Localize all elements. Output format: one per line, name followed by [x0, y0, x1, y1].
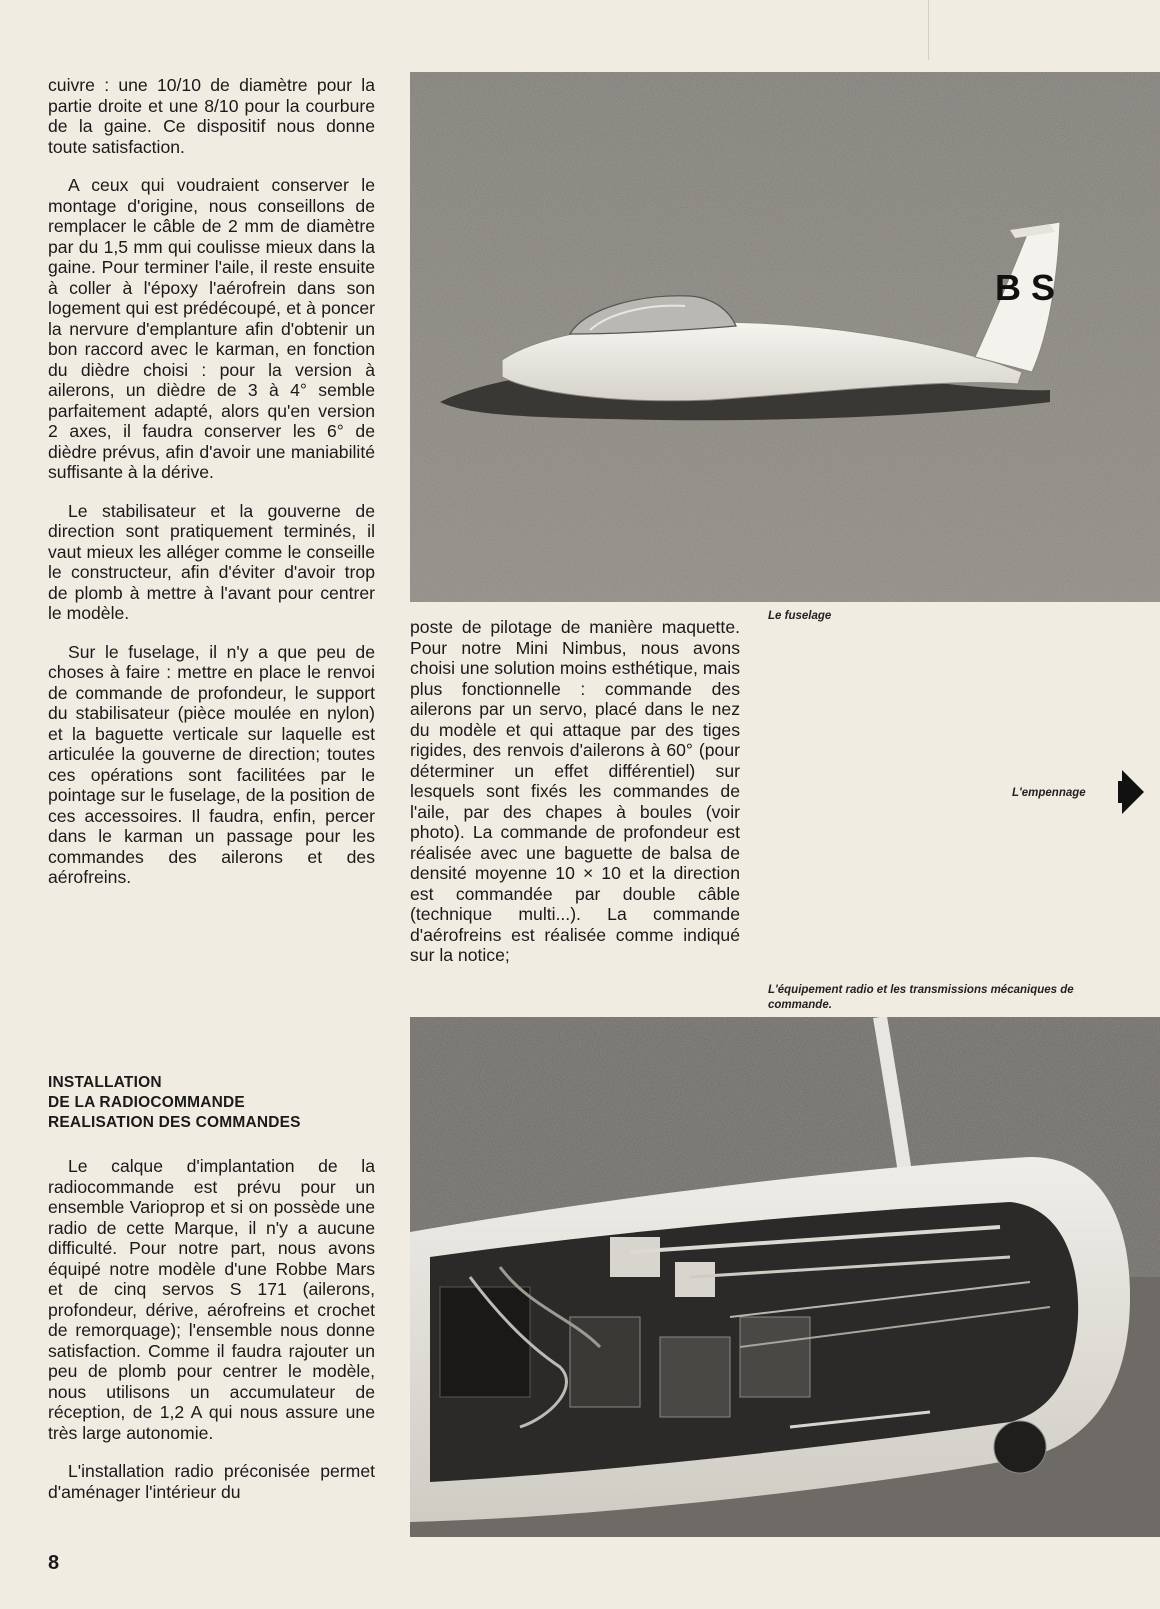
fuselage-photo-graphic [410, 72, 1160, 602]
caption-fuselage: Le fuselage [768, 610, 832, 622]
left-column-text-lower [48, 1156, 375, 1520]
radio-installation-photo [410, 1017, 1160, 1537]
heading-line: DE LA RADIOCOMMANDE [48, 1094, 245, 1111]
radio-photo-graphic [410, 1017, 1160, 1537]
paragraph: cuivre : une 10/10 de diamètre pour la partie droite et une 8/10 pour la courbure de la gaine. Ce dispositif nous donne toute satisfaction. [48, 75, 375, 157]
caption-radio: L'équipement radio et les transmissions mécaniques de commande. [768, 984, 1074, 1011]
fuselage-photo [410, 72, 1160, 602]
caption-empennage: L'empennage [1012, 787, 1086, 799]
heading-line: REALISATION DES COMMANDES [48, 1114, 301, 1131]
heading-line: INSTALLATION [48, 1074, 162, 1091]
page-frame-decoration [928, 0, 1160, 60]
page-number: 8 [48, 1552, 60, 1574]
paragraph: A ceux qui voudraient conserver le montage d'origine, nous conseillons de remplacer le câble de 2 mm de diamètre par du 1,5 mm qui coulisse mieux dans la gaine. Pour terminer l'aile, il reste ensuite à coller à l'époxy l'aérofrein dans son logement qui est prédécoupé, et à poncer la nervure d'emplanture afin d'obtenir un bon raccord avec le karman, en fonction du dièdre choisi : pour la version à ailerons, un dièdre de 3 à 4° semble parfaitement adapté, alors qu'en version 2 axes, il faudra conserver les 6° de dièdre prévus, afin d'avoir une maniabilité suffisante à la dérive. [48, 175, 375, 482]
middle-column-text: poste de pilotage de manière maquette. Pour notre Mini Nimbus, nous avons choisi une solution moins esthétique, mais plus fonctionnelle : commande des ailerons par un servo, placé dans le nez du modèle et qui attaque par des tiges rigides, des renvois d'ailerons à 60° (pour déterminer un effet différentiel) sur lesquels sont fixés les commandes de l'aile, par des chapes à boules (voir photo). La commande de profondeur est réalisée avec une baguette de balsa de densité moyenne 10 × 10 et la direction est commandée par double câble (technique multi...). La commande d'aérofreins est réalisée comme indiqué sur la notice; [410, 617, 740, 965]
next-arrow-icon [1122, 770, 1144, 814]
glider-markings: B S [995, 267, 1056, 308]
paragraph: Le calque d'implantation de la radiocommande est prévu pour un ensemble Varioprop et si on possède une radio de cette Marque, il n'y a aucune difficulté. Pour notre part, nous avons équipé notre modèle d'une Robbe Mars et de cinq servos S 171 (ailerons, profondeur, dérive, aérofreins et crochet de remorquage); l'ensemble nous donne satisfaction. Comme il faudra rajouter un peu de plomb pour centrer le modèle, nous utilisons un accumulateur de réception, de 1,2 A qui nous assure une très large autonomie. [48, 1156, 375, 1443]
paragraph: L'installation radio préconisée permet d'aménager l'intérieur du [48, 1461, 375, 1502]
section-heading [48, 1073, 378, 1133]
paragraph: Sur le fuselage, il n'y a que peu de choses à faire : mettre en place le renvoi de commande de profondeur, le support du stabilisateur (pièce moulée en nylon) et la baguette verticale sur laquelle est articulée la gouverne de direction; toutes ces opérations sont facilitées par le pointage sur le fuselage, de la position de ces accessoires. Il faudra, enfin, percer dans le karman un passage pour les commandes des ailerons et des aérofreins. [48, 641, 375, 887]
paragraph: Le stabilisateur et la gouverne de direction sont pratiquement terminés, il vaut mieux les alléger comme le conseille le constructeur, afin d'éviter d'avoir trop de plomb à mettre à l'avant pour centrer le modèle. [48, 500, 375, 623]
bleed-through-text [760, 626, 1100, 644]
left-column-text [48, 75, 375, 906]
